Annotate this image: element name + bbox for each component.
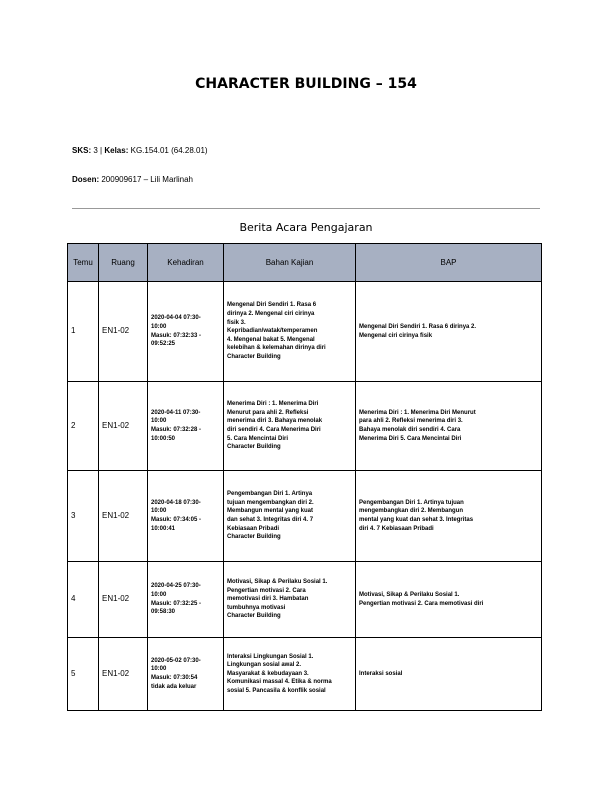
cell-kehadiran-line: Masuk: 07:32:25 -: [151, 600, 202, 607]
cell-bahan-kajian: [224, 638, 356, 711]
cell-bap: [356, 562, 542, 638]
cell-bahan-kajian-line: Komunikasi massal 4. Etika & norma: [227, 679, 332, 686]
cell-kehadiran-line: 2020-04-11 07:30-: [151, 409, 201, 416]
table-row: [68, 282, 542, 382]
cell-bahan-kajian-line: sosial 5. Pancasila & konflik sosial: [227, 687, 326, 694]
cell-kehadiran-line: 10:00:41: [151, 525, 176, 532]
course-meta-line: [72, 146, 208, 156]
cell-bahan-kajian: [224, 471, 356, 562]
header-ruang: Ruang: [99, 244, 148, 282]
cell-bahan-kajian: [224, 562, 356, 638]
cell-bahan-kajian-line: tumbuhnya motivasi: [227, 604, 286, 611]
cell-kehadiran: [148, 282, 224, 382]
cell-bahan-kajian-line: Character Building: [227, 444, 281, 451]
cell-kehadiran-line: 10:00: [151, 323, 167, 330]
cell-bahan-kajian-line: Lingkungan sosial awal 2.: [227, 662, 302, 669]
cell-bahan-kajian-line: dan sehat 3. Integritas diri 4. 7: [227, 517, 314, 523]
cell-bahan-kajian-line: dirinya 2. Mengenal ciri cirinya: [227, 311, 315, 318]
cell-kehadiran-line: 10:00: [151, 666, 167, 673]
cell-bap: [356, 638, 542, 711]
cell-ruang: EN1-02: [99, 382, 148, 471]
cell-kehadiran-line: 2020-05-02 07:30-: [151, 657, 201, 664]
cell-kehadiran-line: 09:58:30: [151, 609, 176, 616]
cell-bahan-kajian: [224, 282, 356, 382]
table-row: [68, 382, 542, 471]
cell-bahan-kajian-line: tujuan mengembangkan diri 2.: [227, 499, 314, 506]
cell-kehadiran: [148, 638, 224, 711]
cell-bahan-kajian-line: Character Building: [227, 534, 281, 541]
header-bahan-kajian: Bahan Kajian: [224, 244, 356, 282]
cell-bahan-kajian-line: Mengenal Diri Sendiri 1. Rasa 6: [227, 302, 317, 309]
cell-bahan-kajian-line: fisik 3.: [227, 319, 246, 326]
cell-bahan-kajian-line: Character Building: [227, 353, 281, 360]
dosen-value: 200909617 – Lili Marlinah: [101, 175, 193, 184]
page-title: CHARACTER BUILDING – 154: [195, 76, 417, 92]
cell-kehadiran-line: Masuk: 07:30:54: [151, 675, 198, 681]
sks-value: 3: [93, 146, 98, 155]
lecturer-line: [72, 175, 193, 185]
kelas-label: Kelas:: [104, 146, 129, 155]
cell-bap-line: Interaksi sosial: [359, 670, 403, 677]
cell-bahan-kajian-line: Menerima Diri : 1. Menerima Diri: [227, 401, 319, 408]
cell-kehadiran-line: Masuk: 07:32:33 -: [151, 332, 202, 339]
cell-bap-line: mengembangkan diri 2. Membangun: [359, 508, 464, 515]
cell-bap-line: Mengenal ciri cirinya fisik: [359, 332, 433, 339]
cell-bap-line: Menerima Diri : 1. Menerima Diri Menurut: [359, 409, 476, 416]
header-temu: Temu: [68, 244, 99, 282]
cell-bahan-kajian-line: diri sendiri 4. Cara Menerima Diri: [227, 427, 321, 433]
cell-bap-line: Pengertian motivasi 2. Cara memotivasi diri: [359, 600, 484, 607]
cell-bap-line: Pengembangan Diri 1. Artinya tujuan: [359, 499, 464, 506]
cell-kehadiran-line: 2020-04-18 07:30-: [151, 499, 201, 506]
cell-bahan-kajian-line: 5. Cara Mencintai Diri: [227, 435, 289, 442]
cell-kehadiran: [148, 471, 224, 562]
cell-kehadiran-line: 2020-04-25 07:30-: [151, 583, 201, 590]
header-kehadiran: Kehadiran: [148, 244, 224, 282]
cell-bahan-kajian: [224, 382, 356, 471]
cell-bahan-kajian-line: 4. Mengenal bakat 5. Mengenal: [227, 336, 315, 343]
cell-bahan-kajian-line: memotivasi diri 3. Hambatan: [227, 596, 309, 603]
table-row: [68, 562, 542, 638]
cell-kehadiran-line: Masuk: 07:34:05 -: [151, 517, 202, 523]
cell-bap-line: Menerima Diri 5. Cara Mencintai Diri: [359, 435, 462, 442]
cell-ruang: EN1-02: [99, 471, 148, 562]
cell-bap: [356, 282, 542, 382]
divider: [72, 208, 540, 209]
header-bap: BAP: [356, 244, 542, 282]
cell-kehadiran-line: 09:52:25: [151, 341, 176, 348]
cell-ruang: EN1-02: [99, 282, 148, 382]
cell-bahan-kajian-line: Interaksi Lingkungan Sosial 1.: [227, 653, 314, 660]
sks-label: SKS:: [72, 146, 92, 155]
cell-bap-line: Mengenal Diri Sendiri 1. Rasa 6 dirinya 2.: [359, 323, 477, 330]
cell-bahan-kajian-line: Character Building: [227, 613, 281, 620]
cell-kehadiran-line: tidak ada keluar: [151, 683, 197, 690]
cell-bap-line: Motivasi, Sikap & Perilaku Sosial 1.: [359, 591, 460, 598]
cell-bap-line: diri 4. 7 Kebiasaan Pribadi: [359, 525, 434, 532]
cell-kehadiran: [148, 562, 224, 638]
cell-bahan-kajian-line: Pengertian motivasi 2. Cara: [227, 587, 306, 594]
cell-kehadiran-line: 2020-04-04 07:30-: [151, 315, 201, 322]
cell-bap-line: mental yang kuat dan sehat 3. Integritas: [359, 517, 474, 523]
cell-temu: 2: [68, 382, 99, 471]
cell-bahan-kajian-line: Membangun mental yang kuat: [227, 508, 314, 515]
dosen-label: Dosen:: [72, 175, 100, 184]
cell-ruang: EN1-02: [99, 562, 148, 638]
cell-bahan-kajian-line: Kebiasaan Pribadi: [227, 525, 280, 532]
cell-bahan-kajian-line: Motivasi, Sikap & Perilaku Sosial 1.: [227, 579, 328, 586]
cell-bahan-kajian-line: menerima diri 3. Bahaya menolak: [227, 418, 323, 425]
table-row: [68, 638, 542, 711]
cell-bahan-kajian-line: Kepribadian/watak/temperamen: [227, 328, 318, 335]
cell-kehadiran-line: 10:00: [151, 508, 167, 515]
cell-kehadiran: [148, 382, 224, 471]
cell-kehadiran-line: Masuk: 07:32:28 -: [151, 427, 202, 433]
cell-kehadiran-line: 10:00: [151, 418, 167, 425]
cell-temu: 4: [68, 562, 99, 638]
cell-bap-line: Bahaya menolak diri sendiri 4. Cara: [359, 427, 461, 433]
cell-kehadiran-line: 10:00: [151, 591, 167, 598]
cell-ruang: EN1-02: [99, 638, 148, 711]
cell-kehadiran-line: 10:00:50: [151, 435, 176, 442]
attendance-table: [67, 243, 542, 711]
cell-bap: [356, 471, 542, 562]
section-title: Berita Acara Pengajaran: [239, 221, 373, 234]
meta-separator: |: [100, 146, 103, 155]
kelas-value: KG.154.01 (64.28.01): [130, 146, 208, 155]
cell-bahan-kajian-line: Masyarakat & kebudayaan 3.: [227, 670, 309, 677]
table-header-row: [68, 244, 542, 282]
cell-bahan-kajian-line: Pengembangan Diri 1. Artinya: [227, 491, 313, 498]
cell-bahan-kajian-line: Menurut para ahli 2. Refleksi: [227, 409, 309, 416]
cell-bap: [356, 382, 542, 471]
cell-temu: 3: [68, 471, 99, 562]
cell-temu: 5: [68, 638, 99, 711]
cell-bap-line: para ahli 2. Refleksi menerima diri 3.: [359, 418, 463, 425]
table-row: [68, 471, 542, 562]
cell-temu: 1: [68, 282, 99, 382]
cell-bahan-kajian-line: kelebihan & kelemahan dirinya diri: [227, 345, 326, 352]
